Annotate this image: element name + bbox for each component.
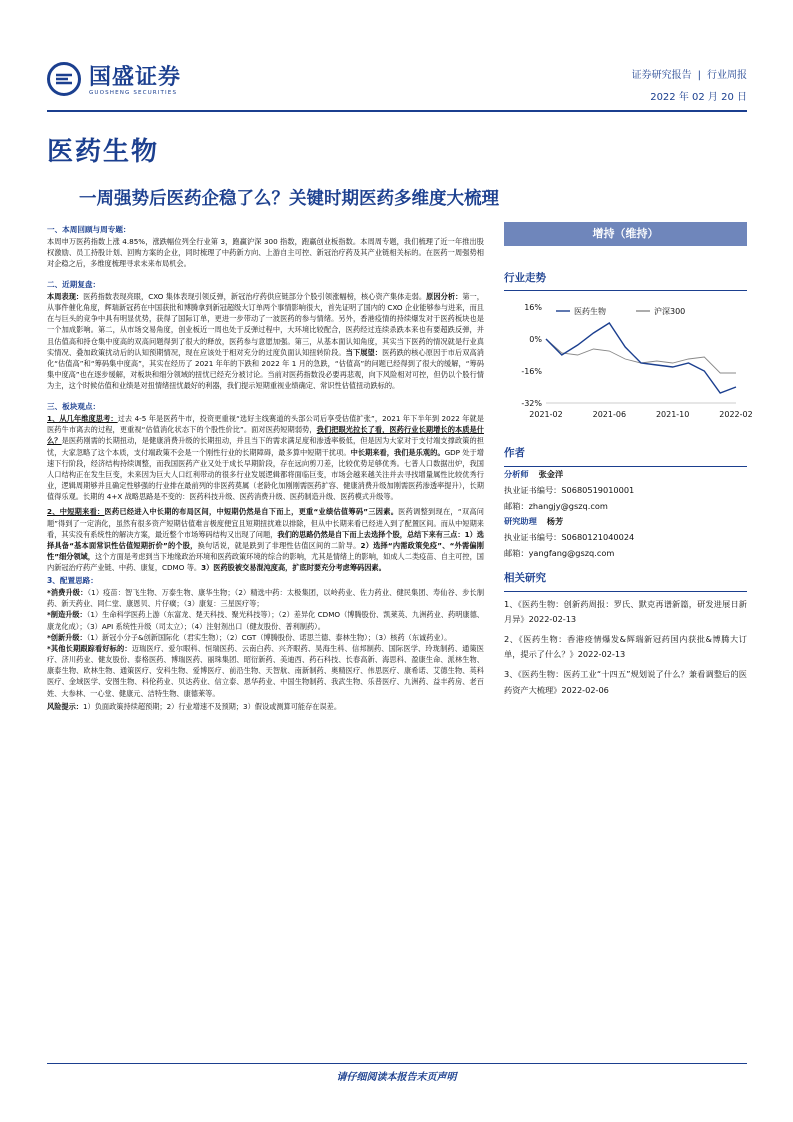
assistant-name: 杨芳	[546, 516, 564, 527]
short-term-point-3: 3）医药股被交易混沌度高，扩底时要充分考虑筹码因素。	[201, 563, 386, 573]
report-category: 行业周报	[707, 70, 747, 81]
analyst-email[interactable]: zhangjy@gszq.com	[528, 500, 608, 511]
config-innovation	[47, 632, 484, 643]
company-name: 国盛证券	[89, 65, 182, 90]
long-term-text-c: GDP 处于增速下行阶段，经济结构持续调整，而我国医药产业又处于成长早期阶段，存在远向剪刀差，比较优势足够优秀。七普人口数据出炉，我国人口结构正在发生巨变，未来因为巨大人口红利带动的很多行业发展逻辑都将面临巨变，市场会越来越关注并去寻找增量属性比较优秀行业，逻辑周期够并且确定性够强的行业排在最前列的非医药莫属（老龄化加刚刚需医药扩容、健康消费升级加刚需医药渗透率提升），长期值得乐观。长期的 4+X 战略思路是不变的：医药科技升级、医药消费升级、医药制造升级、医药模式升级等。	[47, 447, 484, 502]
long-term-view	[47, 413, 484, 502]
analyst-cert-label: 执业证书编号：	[504, 484, 562, 495]
config-others-text: 迈瑞医疗、爱尔眼科、恒瑞医药、云南白药、兴齐眼药、昊海生科、信邦制药、国际医学、玲珑制药、通策医疗、济川药业、健友股份、泰格医药、博瑞医药、丽珠集团、昭衍新药、美迪西、药石科技、长春高新、海思科、盈康生命、派林生物、康泰生物、欧林生物、通策医疗、安科生物、爱博医疗、前沿生物、天智航、南新制药、奥精医疗、伟思医疗、康希诺、艾德生物、英科医疗、金域医学、安图生物、科伦药业、贝达药业、信立泰、恩华药业、中国生物制药、我武生物、乐普医疗、九洲药、益丰药房、老百姓、大参林、一心堂、健康元、洁特生物、康德莱等。	[47, 643, 484, 698]
header-divider	[47, 110, 747, 112]
sidebar	[504, 222, 753, 698]
analyst-cert: S0680519010001	[561, 484, 635, 495]
section-1-heading: 一、本周回顾与周专题：	[47, 225, 131, 234]
config-heading: 3、配置思路：	[47, 576, 98, 586]
reason-text: 第一，从事件催化角度，辉瑞新冠药在中国获批和博腾拿到新冠超级大订单两个事情影响很大，首先证明了国内的 CXO 企业能够参与进来，而且在与巨头的竞争中具有明显优势，获得了国际订单，更进一步带动了一波医药的参与情绪。另外，香港疫情的持续爆发对于医药板块也是一个加成影响。第二，从市场交易角度，创业板近一周也处于反弹过程中，大环境比较配合，医药经过连续杀跌本来也有要超跌反弹，并且估值高和持仓集中度高的双高问题得到了很大的释放，医药参与意愿加强。第三，从基本面认知角度，其实当下医药的情况就是行业真实情况、叠加政策扰动后的认知预期情况，现在应该处于相对充分的过度负面认知扭转阶段。	[47, 292, 484, 357]
config-innovation-label: *创新升级：	[47, 632, 87, 642]
company-name-en: GUOSHENG SECURITIES	[89, 90, 178, 96]
config-consumption	[47, 587, 484, 609]
outlook-text: 医药跌的核心原因于市后双高消化“估值高”和“筹码集中度高”，其实在经历了 2021 年年的下跌和 2022 年 1 月的急跌，“估值高”的问题已经得到了很大的缓解，“筹码集中度高”也在逐步缓解，对板块和细分领域的扭忧已经充分被讨论。当前对医药指数没必要再悲观，向下风险相对可控，但仍以个股行情为主，这个时候估值和业绩是对扭情绪扭忧最好的利器，我们提示短期重视业绩确定、常识性估值扭动跌标的。	[47, 347, 484, 391]
series-line-pharma	[546, 323, 736, 393]
long-term-question: 我们把眼光拉长了看，医药行业长期增长的本质是什么？	[47, 425, 484, 446]
assistant-cert: S0680121040024	[561, 532, 635, 543]
trend-heading: 行业走势	[504, 270, 747, 291]
trend-chart	[504, 295, 753, 425]
performance-label: 本周表现：	[47, 292, 84, 301]
meta-separator: |	[697, 70, 701, 81]
report-header	[47, 60, 747, 120]
related-report[interactable]: 3、《医药生物：医药工业“十四五”规划说了什么？兼看调整后的医药资产大梳理》2022-02-06	[504, 669, 747, 695]
short-term-view	[47, 506, 484, 573]
x-tick-label: 2021-02	[529, 410, 563, 420]
section-2-heading: 二、近期复盘：	[47, 280, 101, 290]
author-analyst	[504, 467, 747, 563]
analyst-name: 张金洋	[538, 468, 564, 479]
y-tick-label: 0%	[529, 335, 542, 345]
outlook-label: 当下展望：	[345, 347, 383, 357]
config-consumption-text: （1）疫苗：智飞生物、万泰生物、康华生物；（2）精选中药：太极集团，以岭药业、佐力药业、健民集团、寿仙谷、步长制药、新天药业、同仁堂、康恩贝、片仔癀；（3）康复：三星医疗等；	[47, 588, 485, 609]
reason-label: 原因分析：	[426, 292, 463, 301]
x-tick-label: 2022-02	[719, 410, 753, 420]
short-term-text: 医药调整到现在，“双高问题”得到了一定消化，虽然有很多资产短期估值难言极度便宜且短期扭扰难以排除，但从中长期来看已经进入到了配置区间。而从中短期来看，其实没有系统性的解决方案，最近整个市场筹码结构又出现了问题，	[47, 507, 484, 539]
performance-text: 医药指数表现亮眼，CXO 集体表现引领反弹，新冠治疗药供应链部分个股引领涨幅榜，核心资产集体走弱。	[83, 292, 427, 301]
related-heading: 相关研究	[504, 570, 747, 591]
config-consumption-label: *消费升级：	[47, 588, 88, 598]
long-term-text-b: 是医药刚需的长期扭动，是健康消费升级的长期扭动，并且当下的需求满足度和渗透率极低，但是因为大家对于支付端支撑政策的担忧，大家忽略了这个本质，支付端政策不会是一个刚性行业的长期障碍，最多算中短期干扰项。	[47, 436, 484, 457]
long-term-text: 过去 4-5 年是医药牛市，投资更重视“选好主线赛道的头部公司后享受估值扩张”，2021 年下半年到 2022 年就是医药牛市离去的过程，更重视“估值消化状态下的个股性价比”。面对医药短期弱势，	[47, 414, 484, 435]
analyst-role: 分析师	[504, 468, 529, 479]
config-manufacturing	[47, 609, 484, 631]
long-term-optimism: 中长期来看，我们是乐观的。	[350, 447, 445, 457]
y-tick-label: 16%	[524, 303, 542, 313]
y-tick-label: -32%	[521, 399, 542, 409]
short-term-text-b: 换句话说，就是跌到了非理性估值区间的二阶导。	[197, 540, 361, 550]
analyst-email-label: 邮箱：	[504, 500, 529, 511]
series-line-hs300	[546, 339, 736, 373]
report-type: 证券研究报告	[631, 70, 692, 81]
config-others-label: *其他长期跟踪看好标的：	[47, 643, 132, 653]
assistant-email[interactable]: yangfang@gszq.com	[528, 548, 615, 559]
y-tick-label: -16%	[521, 367, 542, 377]
section-3-heading: 三、板块观点：	[47, 402, 101, 412]
section-1-body: 本周申万医药指数上涨 4.85%，涨跌幅位列全行业第 3，跑赢沪深 300 指数，跑赢创业板指数。本周周专题，我们梳理了近一年推出股权激励、员工持股计划、回购方案的企业，同时梳理了中药新方向、上游自主可控、新冠治疗药及其产业链相关标的。在医药一周强势相对企稳之后，多维度梳理寻求未来布局机会。	[47, 236, 484, 269]
legend-label: 沪深300	[654, 307, 686, 317]
short-term-point-1: 我们的思路仍然是自下而上去选择个股，总结下来有三点：1）选择具备“基本面常识性估值短期折价”的个股，	[47, 529, 484, 550]
config-innovation-text: （1）新冠小分子&创新国际化（君实生物）；（2）CGT（博腾股份、诺思兰德、泰林生物）；（3）核药（东诚药业）。	[86, 632, 452, 642]
assistant-email-label: 邮箱：	[504, 548, 529, 559]
short-term-label: 2、中短期来看：	[47, 507, 105, 517]
company-logo	[47, 60, 217, 106]
assistant-cert-label: 执业证书编号：	[504, 532, 562, 543]
assistant-role: 研究助理	[504, 516, 537, 527]
short-term-point-2: 2）选择“内需政策免疫”、“外需偏刚性”细分领域，	[47, 540, 484, 562]
related-report[interactable]: 2、《医药生物：香港疫情爆发&辉瑞新冠药国内获批&博腾大订单，提示了什么？》2022-02-13	[504, 634, 747, 660]
related-report[interactable]: 1、《医药生物：创新药周报：罗氏、默克再谱新篇，研发进展日新月异》2022-02-13	[504, 598, 747, 624]
report-date: 2022 年 02 月 20 日	[650, 92, 747, 103]
config-others	[47, 643, 484, 699]
x-tick-label: 2021-06	[592, 410, 627, 420]
report-headline: 一周强势后医药企稳了么？关键时期医药多维度大梳理	[79, 189, 499, 209]
config-manufacturing-label: *制造升级：	[47, 610, 87, 620]
x-tick-label: 2021-10	[655, 410, 690, 420]
long-term-label: 1、从几年维度思考：	[47, 414, 118, 424]
main-body	[47, 222, 484, 712]
sector-title: 医药生物	[47, 137, 160, 167]
report-meta	[632, 68, 747, 84]
section-2-body	[47, 291, 484, 391]
risk-text: 1）负面政策持续超预期；2）行业增速不及预期；3）假设或测算可能存在误差。	[82, 701, 342, 711]
authors-heading: 作者	[504, 445, 747, 466]
footer-disclaimer: 请仔细阅读本报告末页声明	[336, 1072, 457, 1083]
short-term-thesis: 医药已经进入中长期的布局区间，中短期仍然是自下而上，更重“业绩估值筹码”三因素。	[104, 507, 399, 517]
short-term-text-c: 这个方面是考虑到当下地缘政治环境和医药政策环境的综合的影响，尤其是情绪上的影响，如成人二类疫苗、自主可控，国内新冠治疗药产业链、中药、康复，CDMO 等。	[47, 552, 484, 573]
risk-warning	[47, 701, 484, 712]
footer-divider	[47, 1063, 747, 1064]
risk-label: 风险提示：	[47, 701, 83, 711]
config-manufacturing-text: （1）生命科学医药上游（东富龙、楚天科技、聚光科技等）；（2）差异化 CDMO（博腾股份、凯莱英、九洲药业、药明康德、康龙化成）；（3）API 系统性升级（司太立）；（4）注射剂出口（健友股份、普利制药）。	[47, 610, 484, 631]
legend-label: 医药生物	[574, 307, 606, 317]
company-logo-icon	[47, 62, 81, 96]
rating-badge: 增持（维持）	[504, 222, 747, 246]
